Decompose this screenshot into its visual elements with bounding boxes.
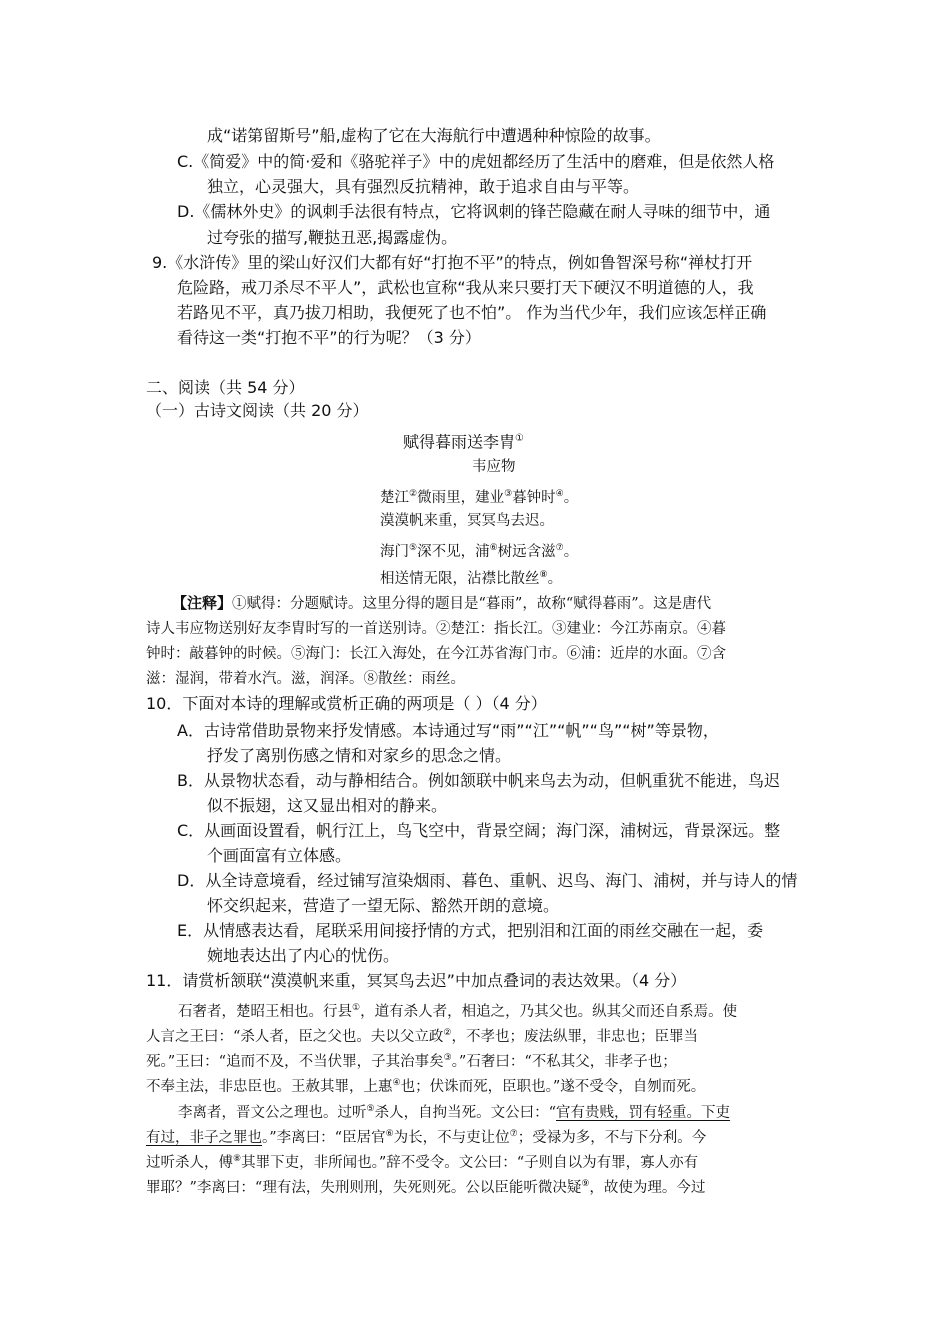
poem-line-3-note2: ⑥ (489, 543, 498, 553)
notes-line3: 钟时：敲暮钟的时候。⑤海门：长江入海处，在今江苏省海门市。⑥浦：近岸的水面。⑦含 (146, 646, 726, 662)
passage-p2-line2-note1: ⑥ (385, 1129, 394, 1139)
passage-p2-line2-c: ；受禄为多，不与下分利。今 (517, 1129, 707, 1146)
q11-stem: 11．请赏析颔联“漠漠帆来重，冥冥鸟去迟”中加点叠词的表达效果。（4 分） (146, 971, 687, 990)
q8-option-c-line2: 独立，心灵强大，具有强烈反抗精神，敢于追求自由与平等。 (207, 177, 640, 196)
passage-p1-line1-a: 石奢者，楚昭王相也。行县 (178, 1003, 352, 1020)
passage-p1-line3 (146, 1047, 677, 1073)
passage-p2-line2 (146, 1123, 706, 1149)
q8-option-d-line2: 过夸张的描写,鞭挞丑恶,揭露虚伪。 (207, 228, 458, 247)
passage-p1-line1-note: ① (352, 1003, 361, 1013)
poem-line-1-note2: ③ (504, 489, 513, 499)
passage-p2-line3-b: 其罪下吏，非所闻也。”辞不受令。文公曰：“子则自以为有罪，寡人亦有 (241, 1154, 699, 1171)
passage-p1-line3-b: 。”石奢曰：“不私其父，非孝子也； (451, 1053, 677, 1070)
passage-p1-line3-note: ③ (443, 1053, 452, 1063)
poem-line-1-note1: ② (409, 489, 418, 499)
passage-p1-line3-a: 死。”王曰：“追而不及，不当伏罪，子其治事矣 (146, 1053, 444, 1070)
q10-option-c-line1: C．从画面设置看，帆行江上，鸟飞空中，背景空阔；海门深，浦树远，背景深远。整 (177, 821, 781, 840)
passage-p2-line1-b: 杀人，自拘当死。文公曰：“ (374, 1104, 556, 1121)
passage-p2-line2-b: 为长，不与吏让位 (393, 1129, 510, 1146)
passage-p1-line2-b: ，不孝也；废法纵罪，非忠也；臣罪当 (451, 1028, 698, 1045)
q10-option-a-line1: A．古诗常借助景物来抒发情感。本诗通过写“雨”“江”“帆”“鸟”“树”等景物， (177, 721, 719, 740)
passage-p1-line1-b: ，道有杀人者，相追之，乃其父也。纵其父而还自系焉。使 (360, 1003, 738, 1020)
poem-line-1-note3: ④ (555, 489, 564, 499)
notes-line4: 滋：湿润，带着水汽。滋，润泽。⑧散丝：雨丝。 (146, 671, 465, 687)
passage-p1-line4-a: 不奉主法，非忠臣也。王赦其罪，上惠 (146, 1078, 393, 1095)
q9-line2: 危险路，戒刀杀尽不平人”，武松也宣称“我从来只要打天下硬汉不明道德的人，我 (177, 278, 754, 297)
section-sub-heading: （一）古诗文阅读（共 20 分） (146, 401, 369, 420)
poem-line-1-c: 暮钟时 (512, 489, 556, 506)
q8-option-c-line1: C.《简爱》中的简·爱和《骆驼祥子》中的虎妞都经历了生活中的磨难，但是依然人格 (177, 152, 775, 171)
passage-p2-underlined-1: 官有贵贱，罚有轻重。下吏 (556, 1104, 730, 1121)
poem-line-4-note1: ⑧ (539, 570, 548, 580)
q10-option-b-line2: 似不振翅，这又显出相对的静来。 (207, 796, 448, 815)
poem-line-3 (380, 537, 578, 563)
poem-title-note: ① (515, 433, 524, 444)
passage-p2-line4-a: 罪耶？”李离曰：“理有法，失刑则刑，失死则死。公以臣能听微决疑 (146, 1179, 582, 1196)
poem-line-1 (380, 483, 578, 509)
q10-option-c-line2: 个画面富有立体感。 (207, 846, 352, 865)
poem-line-4-b: 。 (547, 570, 563, 587)
q10-option-a-line2: 抒发了离别伤感之情和对家乡的思念之情。 (207, 746, 512, 765)
passage-p2-line3 (146, 1148, 698, 1174)
passage-p2-line3-note: ⑧ (233, 1154, 242, 1164)
passage-p2-line1-note: ⑤ (366, 1104, 375, 1114)
passage-p2-line1-a: 李离者，晋文公之理也。过听 (178, 1104, 367, 1121)
q8-option-b-line2: 成“诺第留斯号”船,虚构了它在大海航行中遭遇种种惊险的故事。 (207, 126, 661, 145)
passage-p1-line2-a: 人言之王曰：“杀人者，臣之父也。夫以父立政 (146, 1028, 444, 1045)
passage-p2-line1 (178, 1098, 730, 1124)
passage-p2-line2-note2: ⑦ (509, 1129, 518, 1139)
poem-title (403, 428, 524, 453)
poem-line-2: 漠漠帆来重，冥冥鸟去迟。 (380, 513, 554, 529)
notes-label: 【注释】 (172, 594, 233, 612)
passage-p2-line4-b: ，故使为理。今过 (589, 1179, 706, 1196)
q10-option-b-line1: B．从景物状态看，动与静相结合。例如颔联中帆来鸟去为动，但帆重犹不能进，鸟迟 (177, 771, 780, 790)
passage-p2-line3-a: 过听杀人，傅 (146, 1154, 233, 1171)
notes-line2: 诗人韦应物送别好友李胄时写的一首送别诗。②楚江：指长江。③建业：今江苏南京。④暮 (146, 621, 726, 637)
poem-line-1-b: 微雨里，建业 (417, 489, 505, 506)
passage-p2-underlined-2: 有过，非子之罪也 (146, 1129, 262, 1146)
notes-line1 (172, 592, 711, 615)
q10-option-d-line2: 怀交织起来，营造了一望无际、豁然开朗的意境。 (207, 896, 560, 915)
q10-option-e-line2: 婉地表达出了内心的忧伤。 (207, 946, 400, 965)
notes-line1-text: ①赋得：分题赋诗。这里分得的题目是“暮雨”，故称“赋得暮雨”。这是唐代 (232, 596, 712, 612)
q10-stem: 10．下面对本诗的理解或赏析正确的两项是（ ）（4 分） (146, 694, 547, 713)
passage-p1-line1 (178, 997, 737, 1023)
passage-p1-line4-note: ④ (392, 1078, 401, 1088)
q10-option-d-line1: D．从全诗意境看，经过铺写渲染烟雨、暮色、重帆、迟鸟、海门、浦树，并与诗人的情 (177, 871, 798, 890)
poem-line-1-d: 。 (563, 489, 579, 506)
passage-p2-line2-a: 。”李离曰：“臣居官 (262, 1129, 386, 1146)
poem-title-text: 赋得暮雨送李胄 (403, 432, 516, 452)
poem-line-1-a: 楚江 (380, 489, 409, 506)
q10-option-e-line1: E．从情感表达看，尾联采用间接抒情的方式，把别泪和江面的雨丝交融在一起，委 (177, 921, 764, 940)
poem-line-4-a: 相送情无限，沾襟比散丝 (380, 570, 540, 587)
poem-line-3-c: 树远含滋 (497, 543, 556, 560)
passage-p2-line4 (146, 1173, 705, 1199)
q9-line1: 9.《水浒传》里的梁山好汉们大都有好“打抱不平”的特点，例如鲁智深号称“禅杖打开 (152, 253, 753, 272)
poem-line-3-note3: ⑦ (555, 543, 564, 553)
poem-line-3-d: 。 (563, 543, 579, 560)
poem-line-3-b: 深不见，浦 (417, 543, 490, 560)
q9-line3: 若路见不平，真乃拔刀相助，我便死了也不怕”。 作为当代少年，我们应该怎样正确 (177, 303, 767, 322)
passage-p1-line4 (146, 1072, 705, 1098)
poem-line-3-note1: ⑤ (409, 543, 418, 553)
passage-p2-line4-note: ⑨ (581, 1179, 590, 1189)
poem-author: 韦应物 (472, 459, 516, 475)
passage-p1-line2 (146, 1022, 698, 1048)
q9-line4: 看待这一类“打抱不平”的行为呢？（3 分） (177, 328, 481, 347)
q8-option-d-line1: D.《儒林外史》的讽刺手法很有特点，它将讽刺的锋芒隐藏在耐人寻味的细节中，通 (177, 202, 771, 221)
passage-p1-line2-note: ② (443, 1028, 452, 1038)
section-heading: 二、阅读（共 54 分） (146, 378, 305, 397)
poem-line-3-a: 海门 (380, 543, 409, 560)
poem-line-4 (380, 564, 562, 590)
passage-p1-line4-b: 也；伏诛而死，臣职也。”遂不受令，自刎而死。 (400, 1078, 706, 1095)
